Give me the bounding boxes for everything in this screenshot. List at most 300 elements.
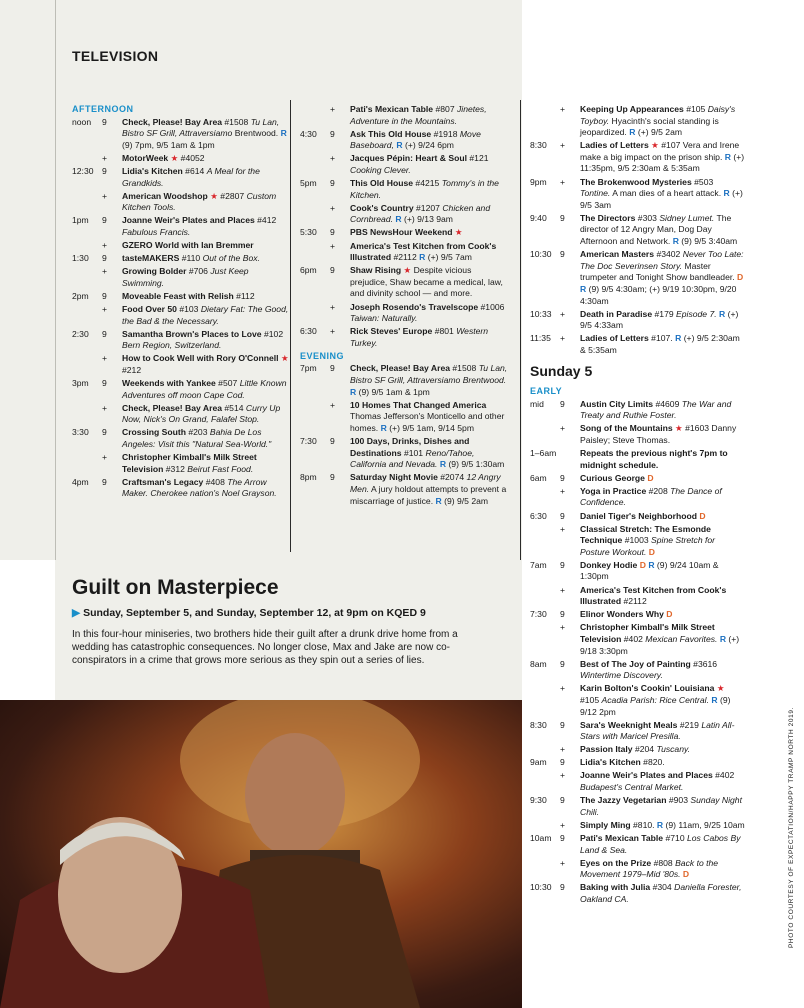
listing-title: Jacques Pépin: Heart & Soul (350, 153, 468, 164)
listing-channel: + (330, 399, 336, 410)
listing-row (72, 477, 290, 500)
listing-episode: #110 (181, 253, 201, 264)
listing-channel: 9 (102, 476, 107, 487)
rerun-badge: R (719, 308, 726, 319)
listing-row (300, 472, 510, 507)
listing-title: Check, Please! Bay Area (122, 116, 222, 127)
listings-column-3 (530, 104, 745, 907)
listing-body (122, 240, 290, 252)
listing-time: 3:30 (72, 427, 89, 438)
listing-body (580, 249, 745, 307)
listing-episode-title: Western Turkey. (350, 326, 489, 348)
listing-episode-title: Sunday Night Chili. (580, 795, 742, 817)
listing-title: Food Over 50 (122, 304, 177, 314)
listing-episode-title: Episode 7. (676, 308, 717, 319)
listing-episode-title: The Arrow Maker. Cherokee nation's Noel Grayson. (122, 476, 277, 499)
rerun-badge: R (719, 633, 727, 644)
listing-channel: 9 (560, 472, 565, 483)
listing-episode: #2074 (440, 472, 465, 483)
listing-row (530, 333, 745, 356)
listing-section-label: EARLY (530, 386, 563, 397)
listing-title: Ladies of Letters (580, 140, 649, 151)
listing-row (530, 858, 745, 881)
listing-channel: 9 (560, 882, 565, 893)
listing-info: Despite vicious prejudice, Shaw became a medical, law, and divinity school — and more. (350, 265, 503, 299)
listing-row (72, 266, 290, 289)
listing-body (580, 104, 745, 139)
listing-body (350, 302, 510, 325)
listing-body (350, 326, 510, 349)
listing-info: Danny Paisley; Steve Thomas. (580, 423, 737, 445)
listing-row (72, 253, 290, 265)
listing-time (300, 302, 330, 325)
listing-repeat-times: (+) 9/24 6pm (404, 140, 454, 151)
listing-episode: #801 (434, 326, 454, 337)
descriptive-video-badge: D (682, 869, 690, 880)
listing-title: Pati's Mexican Table (350, 104, 434, 114)
listing-body (580, 683, 745, 718)
listing-body (580, 858, 745, 881)
listing-channel: + (560, 622, 566, 633)
listing-episode-title: Acadia Parish: Rice Central. (601, 694, 709, 705)
star-icon: ★ (716, 683, 725, 694)
listing-repeat-times: (9) 9/24 10am & 1:30pm (580, 559, 719, 582)
listing-info: Master trumpeter and Tonight Show bandleader. (580, 260, 735, 283)
listing-body (350, 241, 510, 264)
listing-episode: #1508 (224, 116, 249, 127)
listing-episode-title: Wintertime Discovery. (580, 670, 663, 681)
listing-time (72, 153, 102, 165)
listing-row (300, 227, 510, 239)
listing-title: America's Test Kitchen from Cook's Illustrated (580, 584, 727, 607)
listing-repeat-times: (+) 9/5 1am, 9/14 5pm (389, 422, 474, 433)
descriptive-video-badge: D (639, 559, 646, 570)
listing-repeat-times: (+) 9/5 7am (427, 252, 472, 263)
listing-channel: 9 (560, 757, 565, 768)
listing-time (530, 524, 560, 559)
listing-title: Sara's Weeknight Meals (580, 719, 678, 730)
listing-channel: 9 (560, 510, 565, 521)
listing-body (122, 215, 290, 238)
listing-day-heading: Sunday 5 (530, 363, 593, 380)
listing-row (530, 213, 745, 248)
listing-time: 9pm (530, 176, 547, 187)
listing-episode-title: Taiwan: Naturally. (350, 313, 418, 324)
listing-episode-title: A Meal for the Grandkids. (122, 165, 260, 188)
listing-channel: 9 (102, 116, 107, 127)
listing-title: Saturday Night Movie (350, 472, 438, 483)
listing-body (580, 524, 745, 559)
listing-channel: + (330, 326, 336, 337)
listing-episode-title: 12 Angry Men. (350, 472, 501, 494)
listing-body (580, 423, 745, 446)
listing-body (122, 117, 290, 152)
listing-repeat-times: (+) 9/18 3:30pm (580, 633, 740, 656)
listing-time (530, 744, 560, 756)
listing-channel: + (330, 202, 336, 213)
listing-row (530, 622, 745, 657)
listing-episode: #514 (224, 402, 244, 413)
listing-row (72, 378, 290, 401)
listing-section-label: AFTERNOON (72, 104, 134, 114)
listing-channel: + (102, 266, 108, 277)
listing-episode: #706 (188, 266, 208, 277)
rerun-badge: R (648, 559, 655, 570)
listing-episode-title: Latin All-Stars with Maricel Presilla. (580, 719, 735, 742)
listing-body (350, 153, 510, 176)
listing-time: 5pm (300, 178, 317, 189)
listing-row (530, 486, 745, 509)
listing-time (530, 622, 560, 657)
listing-channel: 9 (330, 472, 335, 483)
listing-episode: #402 (623, 633, 643, 644)
listing-time: 2pm (72, 290, 89, 301)
descriptive-video-badge: D (737, 272, 744, 283)
listing-episode-title: Tommy's in the Kitchen. (350, 178, 499, 200)
listing-row (72, 304, 290, 327)
listing-channel: + (330, 104, 336, 114)
listing-channel: + (330, 301, 336, 312)
feature-subtitle-text: Sunday, September 5, and Sunday, September 12, at 9pm on KQED 9 (83, 607, 426, 619)
listing-info: Thomas Jefferson's Monticello and other homes. (350, 411, 505, 433)
listing-row (530, 757, 745, 769)
listing-time: 1:30 (72, 253, 89, 264)
listing-episode-title: Bahia De Los Angeles: Visit this "Natural Sea-World." (122, 427, 272, 450)
listing-episode-title: Mexican Favorites. (645, 633, 718, 644)
listing-episode: #179 (654, 308, 674, 319)
listing-episode: #2112 (393, 252, 417, 263)
listing-body (580, 820, 745, 832)
listing-title: Elinor Wonders Why (580, 609, 664, 620)
listing-body (350, 227, 510, 239)
rerun-badge: R (723, 188, 730, 199)
listing-time: 1pm (72, 215, 89, 226)
listing-repeat-times: (9) 9/12 2pm (580, 694, 731, 717)
listing-channel: + (102, 190, 108, 201)
listing-channel: 9 (102, 378, 107, 389)
listing-row (530, 140, 745, 175)
listing-title: Lidia's Kitchen (580, 757, 641, 768)
listing-title: 10 Homes That Changed America (350, 399, 487, 410)
listing-episode: #112 (236, 290, 255, 301)
listing-row (530, 473, 745, 485)
listing-time: 7am (530, 559, 547, 570)
listing-time: 10:30 (530, 882, 552, 893)
listing-row (300, 400, 510, 435)
listing-episode: #1603 (685, 423, 710, 434)
feature-description: In this four-hour miniseries, two brothers hide their guilt after a drunk drive home from a wedding has catastrophic consequences. No longer close, Max and Jake are now co-conspirators in a crime that grows more serious as they spin out a series of lies. (72, 629, 458, 666)
listing-episode-title: Tu Lan, Bistro SF Grill, Attraversiamo (122, 116, 280, 139)
listing-body (350, 436, 510, 471)
listing-episode: #102 (263, 328, 284, 339)
listing-title: Craftsman's Legacy (122, 476, 204, 487)
listing-body (580, 744, 745, 756)
listing-episode: #219 (679, 719, 699, 730)
listing-time (300, 203, 330, 226)
listing-time (72, 403, 102, 426)
listing-body (580, 560, 745, 583)
listings-column-1 (72, 104, 290, 502)
listing-time: 10:30 (530, 249, 552, 260)
rerun-badge: R (395, 214, 402, 225)
listing-time: 9:40 (530, 212, 547, 223)
listing-channel: + (102, 353, 108, 364)
listing-row (530, 524, 745, 559)
feature-subtitle (72, 607, 426, 619)
listing-title: American Masters (580, 249, 655, 260)
listing-episode-title: Los Cabos By Land & Sea. (580, 832, 741, 855)
listing-channel: 9 (102, 427, 107, 438)
listing-row (72, 117, 290, 152)
rerun-badge: R (435, 495, 442, 506)
listing-body (122, 291, 290, 303)
listing-episode: #808 (653, 857, 673, 868)
listing-row (530, 720, 745, 743)
listing-row (72, 153, 290, 165)
listing-episode: #710 (665, 832, 685, 843)
listing-time (300, 241, 330, 264)
listing-time: 11:35 (530, 333, 551, 344)
listing-episode: #507 (218, 378, 238, 389)
listing-title: Rick Steves' Europe (350, 326, 433, 337)
star-icon: ★ (454, 227, 463, 238)
listing-body (122, 403, 290, 426)
listing-episode: #408 (205, 476, 225, 487)
listing-info: A jury holdout attempts to prevent a miscarriage of justice. (350, 483, 507, 506)
listing-title: tasteMAKERS (122, 253, 180, 264)
listing-title: Lidia's Kitchen (122, 165, 183, 176)
listing-body (580, 140, 745, 175)
star-icon: ★ (651, 140, 659, 151)
listing-row (300, 129, 510, 152)
listing-time (300, 104, 330, 127)
listing-episode: #1003 (624, 535, 649, 546)
listing-title: Crossing South (122, 427, 186, 438)
listing-row (530, 511, 745, 523)
listing-title: The Brokenwood Mysteries (580, 176, 692, 187)
listing-row (530, 423, 745, 446)
listing-episode: #103 (179, 304, 199, 314)
listing-title: Joanne Weir's Plates and Places (122, 215, 255, 226)
listing-time: 10am (530, 832, 552, 843)
listing-channel: 9 (560, 658, 565, 669)
listing-time (530, 683, 560, 718)
descriptive-video-badge: D (647, 472, 654, 483)
listing-title: Keeping Up Appearances (580, 104, 684, 114)
listing-body (122, 266, 290, 289)
listing-episode-title: Daisy's Toyboy. (580, 104, 736, 126)
listing-channel: + (560, 333, 566, 344)
listing-episode: #303 (637, 212, 657, 223)
descriptive-video-badge: D (648, 546, 655, 557)
listing-body (122, 378, 290, 401)
listing-channel: + (560, 308, 566, 319)
listing-episode-title: Budapest's Central Market. (580, 782, 684, 793)
listing-body (350, 265, 510, 300)
listing-episode: #203 (188, 427, 208, 438)
listing-title: Song of the Mountains (580, 423, 673, 434)
listing-body (350, 203, 510, 226)
listing-body (580, 609, 745, 621)
listing-body (122, 477, 290, 500)
listing-section-label: EVENING (300, 350, 345, 361)
listing-body (580, 585, 745, 608)
listing-title: Baking with Julia (580, 882, 651, 893)
listing-info: Hyacinth's social standing is jeopardized. (580, 115, 719, 138)
feature-title: Guilt on Masterpiece (72, 576, 279, 599)
listing-body (350, 400, 510, 435)
listing-row (72, 427, 290, 450)
listing-episode: #412 (257, 215, 277, 226)
listing-time: 9am (530, 757, 547, 768)
listing-time: 2:30 (72, 328, 89, 339)
rerun-badge: R (656, 819, 664, 830)
listing-title: Austin City Limits (580, 398, 654, 409)
listing-body (580, 333, 745, 356)
listing-repeat-times: (9) 9/5 4:30am; (+) 9/19 10:30pm, 9/20 4:30am (580, 283, 737, 306)
listing-title: Joanne Weir's Plates and Places (580, 770, 713, 781)
listing-title: Daniel Tiger's Neighborhood (580, 510, 697, 521)
listing-time (530, 585, 560, 608)
listing-episode: #312 (165, 463, 185, 474)
listing-title: America's Test Kitchen from Cook's Illustrated (350, 240, 497, 263)
listing-time: mid (530, 398, 544, 409)
listing-channel: 9 (560, 795, 565, 806)
listing-time: 12:30 (72, 165, 94, 176)
listing-title: American Woodshop (122, 190, 208, 201)
listing-title: MotorWeek (122, 152, 169, 163)
listing-body (580, 486, 745, 509)
listing-channel: 9 (102, 165, 107, 176)
listing-body (580, 511, 745, 523)
listing-time: 6am (530, 472, 547, 483)
listing-repeat-times: (+) 9/5 2am (637, 127, 683, 138)
listing-row (530, 683, 745, 718)
listing-time: noon (72, 116, 92, 127)
listing-body (122, 452, 290, 475)
listing-row (530, 177, 745, 212)
listing-title: Moveable Feast with Relish (122, 290, 234, 301)
listing-body (580, 659, 745, 682)
listing-title: Simply Ming (580, 819, 631, 830)
column-divider-1 (290, 100, 291, 552)
listing-time: 7pm (300, 363, 317, 374)
listing-time (300, 153, 330, 176)
listing-episode: #810. (633, 819, 655, 830)
listing-title: Ladies of Letters (580, 333, 649, 344)
listing-row (300, 241, 510, 264)
listing-repeat-times: (+) 9/13 9am (404, 214, 453, 225)
listing-title: Karin Bolton's Cookin' Louisiana (580, 683, 715, 694)
listing-episode-title: Curry Up Now, Nick's On Grand, Falafel Stop. (122, 402, 281, 425)
listing-episode: #2112 (623, 596, 647, 607)
listing-channel: 9 (560, 559, 565, 570)
listing-body (580, 795, 745, 818)
listing-title: Joseph Rosendo's Travelscope (350, 301, 479, 312)
listing-row (530, 744, 745, 756)
listing-body (580, 833, 745, 856)
listing-channel: 9 (330, 363, 335, 374)
listing-row (530, 448, 745, 471)
listing-title: Yoga in Practice (580, 485, 647, 496)
listing-channel: + (560, 176, 566, 187)
listing-channel: 9 (102, 253, 107, 264)
listing-body (580, 757, 745, 769)
listing-time (72, 452, 102, 475)
listing-channel: + (560, 485, 566, 496)
listing-channel: 9 (560, 398, 565, 409)
listing-episode: #105 (580, 694, 600, 705)
listing-row (530, 585, 745, 608)
listing-title: This Old House (350, 178, 414, 189)
listing-body (580, 882, 745, 905)
listing-body (122, 153, 290, 165)
listing-title: The Directors (580, 212, 636, 223)
listing-body (350, 472, 510, 507)
listing-title: Christopher Kimball's Milk Street Television (122, 452, 257, 474)
play-arrow-icon: ▶ (72, 607, 81, 619)
listing-channel: + (560, 857, 566, 868)
listing-row (530, 609, 745, 621)
listing-body (580, 177, 745, 212)
listing-row (530, 820, 745, 832)
star-icon: ★ (210, 190, 218, 201)
listing-title: Ask This Old House (350, 128, 432, 139)
listing-title: Curious George (580, 472, 645, 483)
listing-episode: #101 (403, 447, 424, 458)
actors-photo-illustration (0, 700, 522, 1008)
listing-row (530, 560, 745, 583)
rerun-badge: R (439, 459, 447, 470)
listing-episode: #3616 (693, 658, 718, 669)
listing-time: 5:30 (300, 227, 317, 238)
listing-episode: #402 (715, 770, 735, 781)
listing-episode: #807 (435, 104, 455, 114)
rerun-badge: R (580, 283, 587, 294)
listing-repeat-times: (+) 9/5 3am (580, 188, 743, 210)
listing-row (530, 249, 745, 307)
listing-body (580, 448, 745, 471)
listing-info: Brentwood. (234, 128, 279, 139)
listing-episode: #304 (652, 882, 672, 893)
listing-time: 8pm (300, 472, 317, 483)
listing-channel: + (102, 402, 108, 413)
listing-title: How to Cook Well with Rory O'Connell (122, 353, 279, 364)
listing-title: Death in Paradise (580, 308, 653, 319)
listing-row (72, 329, 290, 352)
listing-time (530, 104, 560, 139)
listing-body (122, 304, 290, 327)
listing-row (72, 215, 290, 238)
star-icon: ★ (170, 152, 179, 163)
listing-title: Pati's Mexican Table (580, 832, 664, 843)
listing-title: Weekends with Yankee (122, 378, 216, 389)
listing-row (530, 399, 745, 422)
listing-title: Shaw Rising (350, 265, 402, 276)
listing-body (580, 622, 745, 657)
listing-repeat-times: (9) 7pm, 9/5 1am & 1pm (122, 139, 215, 150)
listing-channel: + (560, 523, 566, 534)
listing-repeat-times: (+) 11:35pm, 9/5 2:30am & 5:35am (580, 151, 745, 174)
listing-time (72, 240, 102, 252)
listing-time: 6:30 (530, 510, 547, 521)
listing-episode: #4215 (415, 178, 440, 189)
listing-row (72, 166, 290, 189)
listing-row (300, 203, 510, 226)
listing-channel: 9 (560, 249, 565, 260)
listing-title: Eyes on the Prize (580, 857, 652, 868)
rerun-badge: R (396, 140, 403, 151)
